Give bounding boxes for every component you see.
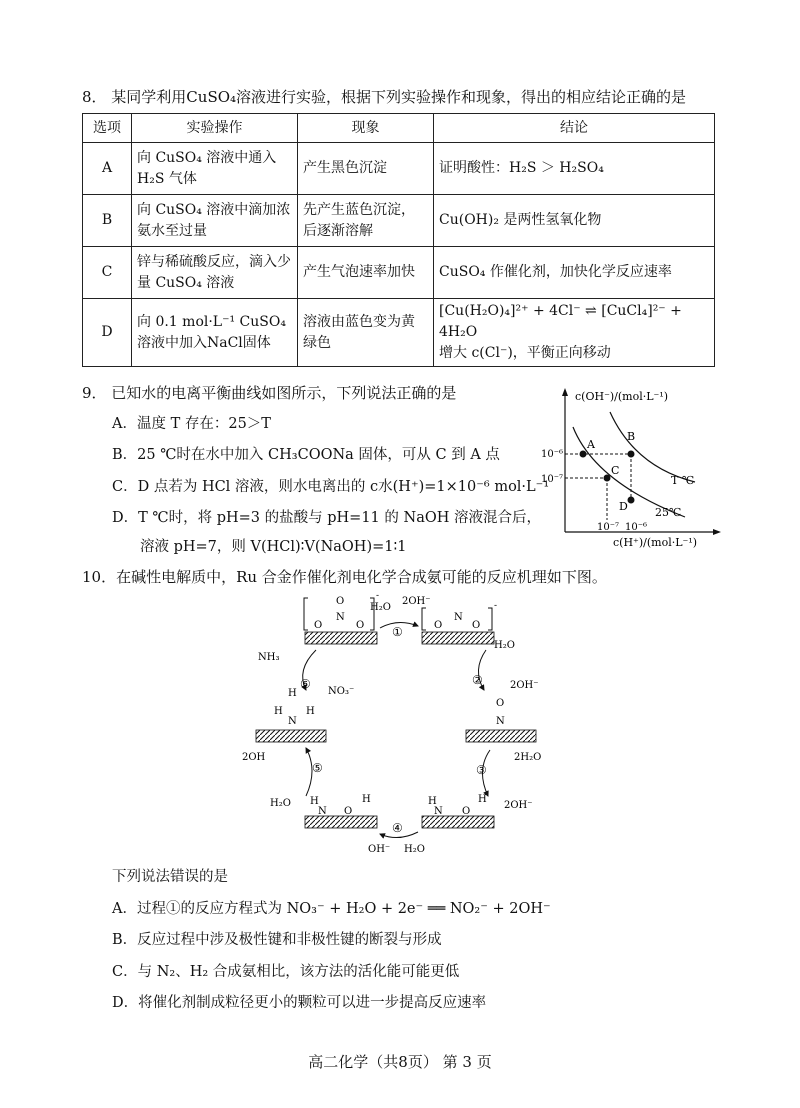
atom-o: O bbox=[336, 596, 345, 607]
atom-h: H bbox=[478, 794, 487, 805]
row-conclusion: 证明酸性：H₂S ＞ H₂SO₄ bbox=[434, 143, 715, 195]
table-row bbox=[83, 195, 715, 247]
atom-n: N bbox=[318, 806, 327, 817]
atom-o: O bbox=[344, 806, 353, 817]
surface-nitrite bbox=[422, 601, 497, 644]
atom-o: O bbox=[496, 698, 505, 709]
point-b bbox=[628, 451, 635, 458]
header-phenomenon: 现象 bbox=[298, 114, 434, 143]
y-axis-label: c(OH⁻)/(mol·L⁻¹) bbox=[575, 390, 669, 403]
atom-h: H bbox=[362, 794, 371, 805]
surface-nitrate bbox=[304, 591, 379, 644]
step3-2h2o: 2H₂O bbox=[514, 752, 542, 763]
table-row bbox=[83, 143, 715, 195]
y-tick-1e-6: 10⁻⁶ bbox=[541, 449, 564, 460]
q10-option-b: B．反应过程中涉及极性键和非极性键的断裂与形成 bbox=[112, 932, 442, 948]
header-conclusion: 结论 bbox=[434, 114, 715, 143]
step-6: ⑥ bbox=[300, 677, 311, 691]
row-phenomenon: 先产生蓝色沉淀，后逐渐溶解 bbox=[298, 195, 434, 247]
row-option: B bbox=[83, 195, 132, 247]
y-axis-arrow bbox=[562, 388, 568, 396]
x-tick-1e-6: 10⁻⁶ bbox=[625, 522, 648, 533]
row-option: D bbox=[83, 299, 132, 367]
point-d bbox=[628, 497, 635, 504]
row-option: C bbox=[83, 247, 132, 299]
q10-option-c: C．与 N₂、H₂ 合成氨相比，该方法的活化能可能更低 bbox=[112, 964, 460, 980]
row-phenomenon: 产生气泡速率加快 bbox=[298, 247, 434, 299]
x-tick-1e-7: 10⁻⁷ bbox=[597, 522, 620, 533]
atom-n: N bbox=[496, 716, 505, 727]
step-1: ① bbox=[392, 625, 403, 639]
atom-h: H bbox=[310, 796, 319, 807]
x-axis-label: c(H⁺)/(mol·L⁻¹) bbox=[613, 536, 698, 549]
table-row bbox=[83, 247, 715, 299]
step3-2oh: 2OH⁻ bbox=[504, 800, 533, 811]
surface-no bbox=[466, 698, 536, 742]
table-header-row bbox=[83, 114, 715, 143]
row-operation: 向 CuSO₄ 溶液中通入 H₂S 气体 bbox=[132, 143, 298, 195]
step5-2oh: 2OH bbox=[242, 752, 266, 763]
point-c bbox=[604, 475, 611, 482]
row-operation: 向 0.1 mol·L⁻¹ CuSO₄ 溶液中加入NaCl固体 bbox=[132, 299, 298, 367]
step2-2oh: 2OH⁻ bbox=[510, 680, 539, 691]
row-operation: 锌与稀硫酸反应，滴入少量 CuSO₄ 溶液 bbox=[132, 247, 298, 299]
atom-h: H bbox=[274, 706, 283, 717]
atom-o: O bbox=[462, 806, 471, 817]
bracket-charge: - bbox=[376, 591, 380, 601]
row-operation: 向 CuSO₄ 溶液中滴加浓氨水至过量 bbox=[132, 195, 298, 247]
row-phenomenon: 产生黑色沉淀 bbox=[298, 143, 434, 195]
row-conclusion: CuSO₄ 作催化剂，加快化学反应速率 bbox=[434, 247, 715, 299]
step-2: ② bbox=[472, 673, 483, 687]
q9-option-c: C．D 点若为 HCl 溶液，则水电离出的 c水(H⁺)=1×10⁻⁶ mol·L⁻¹ bbox=[112, 479, 550, 495]
q9-option-d-cont: 溶液 pH=7，则 V(HCl)∶V(NaOH)=1∶1 bbox=[140, 539, 407, 555]
x-axis-arrow bbox=[713, 529, 721, 535]
q8-table bbox=[82, 113, 715, 367]
header-option: 选项 bbox=[83, 114, 132, 143]
surface-hnoh bbox=[422, 794, 494, 828]
row-option: A bbox=[83, 143, 132, 195]
header-operation: 实验操作 bbox=[132, 114, 298, 143]
q10-option-d: D．将催化剂制成粒径更小的颗粒可以进一步提高反应速率 bbox=[112, 995, 487, 1011]
atom-o: O bbox=[434, 620, 443, 631]
q10-option-a: A．过程①的反应方程式为 NO₃⁻ + H₂O + 2e⁻ ══ NO₂⁻ + 2OH⁻ bbox=[112, 901, 551, 917]
atom-n: N bbox=[454, 612, 463, 623]
step4-h2o: H₂O bbox=[404, 844, 425, 855]
page-footer: 高二化学（共8页） 第 3 页 bbox=[308, 1053, 492, 1071]
step1-2oh: 2OH⁻ bbox=[402, 596, 431, 607]
equilibrium-note: 增大 c(Cl⁻)，平衡正向移动 bbox=[439, 345, 611, 361]
step2-h2o: H₂O bbox=[494, 640, 515, 651]
table-row bbox=[83, 299, 715, 367]
q9-option-d: D．T ℃时，将 pH=3 的盐酸与 pH=11 的 NaOH 溶液混合后， bbox=[112, 510, 541, 526]
q9-stem: 9． 已知水的电离平衡曲线如图所示，下列说法正确的是 bbox=[82, 384, 457, 402]
atom-o: O bbox=[356, 620, 365, 631]
bracket-charge: - bbox=[494, 601, 498, 611]
water-ionization-graph bbox=[535, 382, 725, 552]
y-tick-1e-7: 10⁻⁷ bbox=[541, 474, 564, 485]
row-phenomenon: 溶液由蓝色变为黄绿色 bbox=[298, 299, 434, 367]
q9-option-a: A．温度 T 存在：25＞T bbox=[112, 416, 271, 432]
surface-nh3 bbox=[256, 688, 326, 742]
point-a bbox=[580, 451, 587, 458]
label-b: B bbox=[627, 430, 636, 443]
atom-h: H bbox=[306, 706, 315, 717]
step6-nh3: NH₃ bbox=[258, 652, 280, 663]
step-3: ③ bbox=[476, 763, 487, 777]
equilibrium-equation: [Cu(H₂O)₄]²⁺ + 4Cl⁻ ⇌ [CuCl₄]²⁻ + 4H₂O bbox=[439, 303, 682, 340]
curve-t-label: T ℃ bbox=[671, 474, 695, 487]
ammonia-mechanism-diagram bbox=[240, 590, 560, 860]
q9-option-b: B．25 ℃时在水中加入 CH₃COONa 固体，可从 C 到 A 点 bbox=[112, 447, 500, 463]
surface-h2noh bbox=[305, 794, 377, 828]
curve-25c-label: 25℃ bbox=[655, 506, 682, 519]
atom-n: N bbox=[336, 612, 345, 623]
q10-stem: 10．在碱性电解质中，Ru 合金作催化剂电化学合成氨可能的反应机理如下图。 bbox=[82, 568, 607, 586]
atom-o: O bbox=[472, 620, 481, 631]
step1-h2o: H₂O bbox=[370, 602, 391, 613]
atom-n: N bbox=[434, 806, 443, 817]
label-c: C bbox=[611, 464, 620, 477]
step6-no3: NO₃⁻ bbox=[328, 686, 355, 697]
step4-oh: OH⁻ bbox=[368, 844, 391, 855]
atom-o: O bbox=[314, 620, 323, 631]
q8-stem: 8． 某同学利用CuSO₄溶液进行实验，根据下列实验操作和现象，得出的相应结论正确的是 bbox=[82, 88, 687, 106]
step-4: ④ bbox=[392, 821, 403, 835]
step5-h2o: H₂O bbox=[270, 798, 291, 809]
label-a: A bbox=[587, 438, 595, 451]
curve-t bbox=[610, 412, 695, 482]
atom-h: H bbox=[288, 688, 297, 699]
q10-prompt: 下列说法错误的是 bbox=[112, 869, 228, 885]
row-conclusion: Cu(OH)₂ 是两性氢氧化物 bbox=[434, 195, 715, 247]
atom-h: H bbox=[428, 796, 437, 807]
label-d: D bbox=[619, 500, 628, 513]
step-5: ⑤ bbox=[312, 761, 323, 775]
row-conclusion bbox=[434, 299, 715, 367]
atom-n: N bbox=[288, 716, 297, 727]
